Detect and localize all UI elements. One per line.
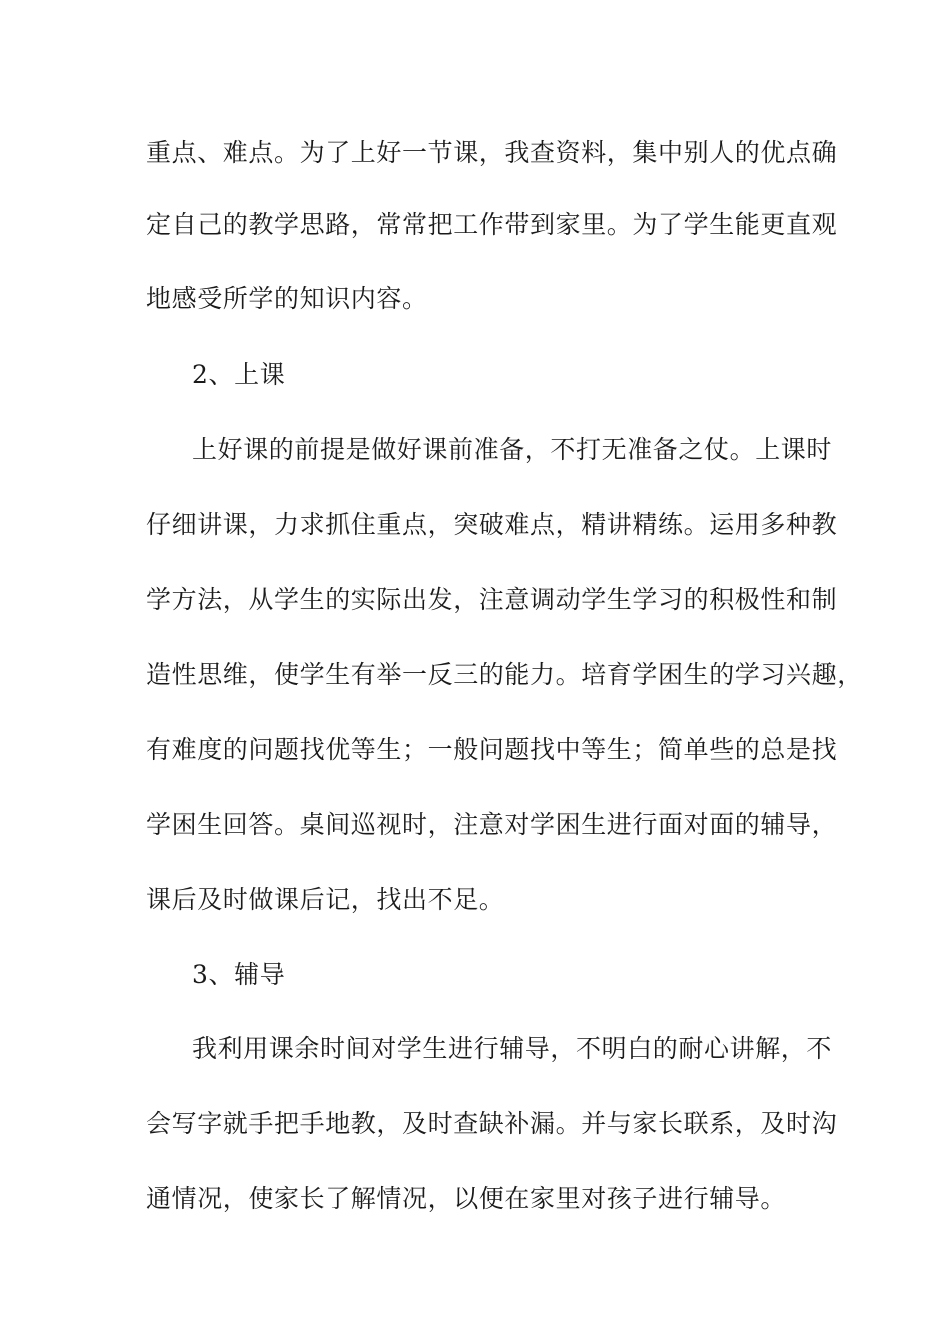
paragraph-line: 学困生回答。桌间巡视时，注意对学困生进行面对面的辅导， xyxy=(146,810,838,839)
paragraph-line: 地感受所学的知识内容。 xyxy=(146,284,428,313)
paragraph-line: 仔细讲课，力求抓住重点，突破难点，精讲精练。运用多种教 xyxy=(146,510,838,539)
section-heading: 3、辅导 xyxy=(192,960,286,989)
paragraph-line: 课后及时做课后记，找出不足。 xyxy=(146,885,505,914)
paragraph-line: 造性思维，使学生有举一反三的能力。培育学困生的学习兴趣， xyxy=(146,660,863,689)
paragraph-line: 上好课的前提是做好课前准备，不打无准备之仗。上课时 xyxy=(192,435,833,464)
paragraph-line: 学方法，从学生的实际出发，注意调动学生学习的积极性和制 xyxy=(146,585,838,614)
section-heading: 2、上课 xyxy=(192,360,286,389)
paragraph-line: 有难度的问题找优等生；一般问题找中等生；简单些的总是找 xyxy=(146,735,838,764)
paragraph-line: 通情况，使家长了解情况，以便在家里对孩子进行辅导。 xyxy=(146,1184,787,1213)
paragraph-line: 我利用课余时间对学生进行辅导，不明白的耐心讲解，不 xyxy=(192,1034,833,1063)
paragraph-line: 重点、难点。为了上好一节课，我查资料，集中别人的优点确 xyxy=(146,138,838,167)
paragraph-line: 会写字就手把手地教，及时查缺补漏。并与家长联系，及时沟 xyxy=(146,1109,838,1138)
paragraph-line: 定自己的教学思路，常常把工作带到家里。为了学生能更直观 xyxy=(146,210,838,239)
